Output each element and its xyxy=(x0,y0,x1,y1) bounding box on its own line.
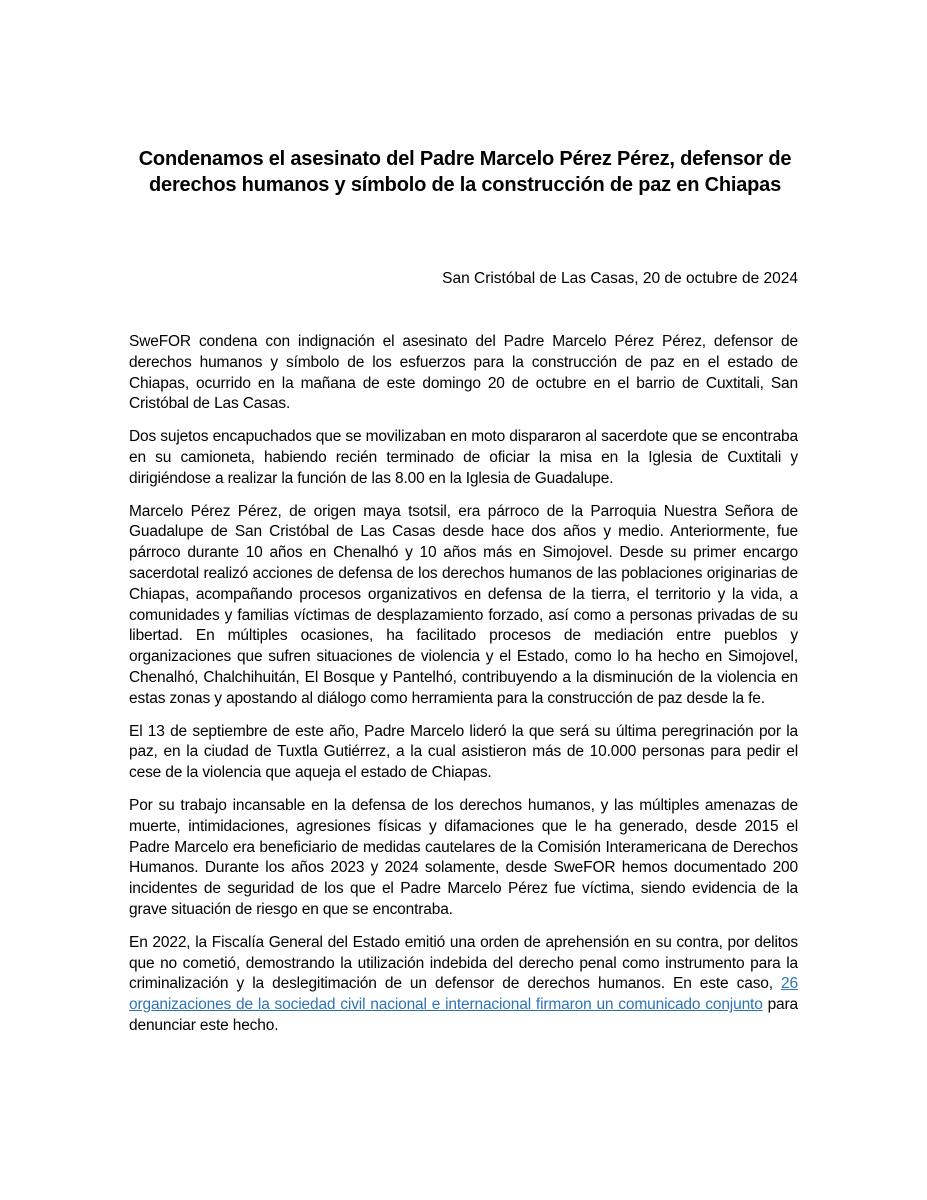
arrest-warrant-text-end: para denunciar este hecho. xyxy=(129,996,798,1034)
dateline: San Cristóbal de Las Casas, 20 de octubre de 2024 xyxy=(442,270,798,287)
paragraph-biography: Marcelo Pérez Pérez, de origen maya tsotsil, era párroco de la Parroquia Nuestra Señora de Guadalupe de San Cristóbal de Las Casas desde hace dos años y medio. Anteriormente, fue párroco durante 10 años en Chenalhó y 10 años más en Simojovel. Desde su primer encargo sacerdotal realizó acciones de defensa de los derechos humanos de las poblaciones originarias de Chiapas, acompañando procesos organizativos en defensa de la tierra, el territorio y la vida, a comunidades y familias víctimas de desplazamiento forzado, así como a personas privadas de su libertad. En múltiples ocasiones, ha facilitado procesos de mediación entre pueblos y organizaciones que sufren situaciones de violencia y el Estado, como lo ha hecho en Simojovel, Chenalhó, Chalchihuitán, El Bosque y Pantelhó, contribuyendo a la disminución de la violencia en estas zonas y apostando al diálogo como herramienta para la construcción de paz desde la fe. xyxy=(129,502,798,707)
paragraph-precautionary-measures: Por su trabajo incansable en la defensa de los derechos humanos, y las múltiples amenazas de muerte, intimidaciones, agresiones físicas y difamaciones que le ha generado, desde 2015 el Padre Marcelo era beneficiario de medidas cautelares de la Comisión Interamericana de Derechos Humanos. Durante los años 2023 y 2024 solamente, desde SweFOR hemos documentado 200 incidentes de seguridad de los que el Padre Marcelo Pérez fue víctima, siendo evidencia de la grave situación de riesgo en que se encontraba. xyxy=(129,796,798,918)
joint-statement-link[interactable]: 26 organizaciones de la sociedad civil nacional e internacional firmaron un comunicado conjunto xyxy=(129,975,798,1014)
paragraph-attack: Dos sujetos encapuchados que se movilizaban en moto dispararon al sacerdote que se encontraba en su camioneta, habiendo recién terminado de oficiar la misa en la Iglesia de Cuxtitali y dirigiéndose a realizar la función de las 8.00 en la Iglesia de Guadalupe. xyxy=(129,428,798,487)
paragraph-intro: SweFOR condena con indignación el asesinato del Padre Marcelo Pérez Pérez, defensor de derechos humanos y símbolo de los esfuerzos para la construcción de paz en el estado de Chiapas, ocurrido en la mañana de este domingo 20 de octubre en el barrio de Cuxtitali, San Cristóbal de Las Casas. xyxy=(129,333,798,413)
paragraph-arrest-warrant xyxy=(129,933,798,1037)
document-title: Condenamos el asesinato del Padre Marcelo Pérez Pérez, defensor de derechos humanos y símbolo de la construcción de paz en Chiapas xyxy=(138,148,792,196)
paragraph-pilgrimage: El 13 de septiembre de este año, Padre Marcelo lideró la que será su última peregrinación por la paz, en la ciudad de Tuxtla Gutiérrez, a la cual asistieron más de 10.000 personas para pedir el cese de la violencia que aqueja el estado de Chiapas. xyxy=(129,722,798,782)
document-body xyxy=(129,332,798,1049)
arrest-warrant-text: En 2022, la Fiscalía General del Estado emitió una orden de aprehensión en su contra, por delitos que no cometió, demostrando la utilización indebida del derecho penal como instrumento para la criminalización y la deslegitimación de un defensor de derechos humanos. En este caso, xyxy=(129,933,798,993)
